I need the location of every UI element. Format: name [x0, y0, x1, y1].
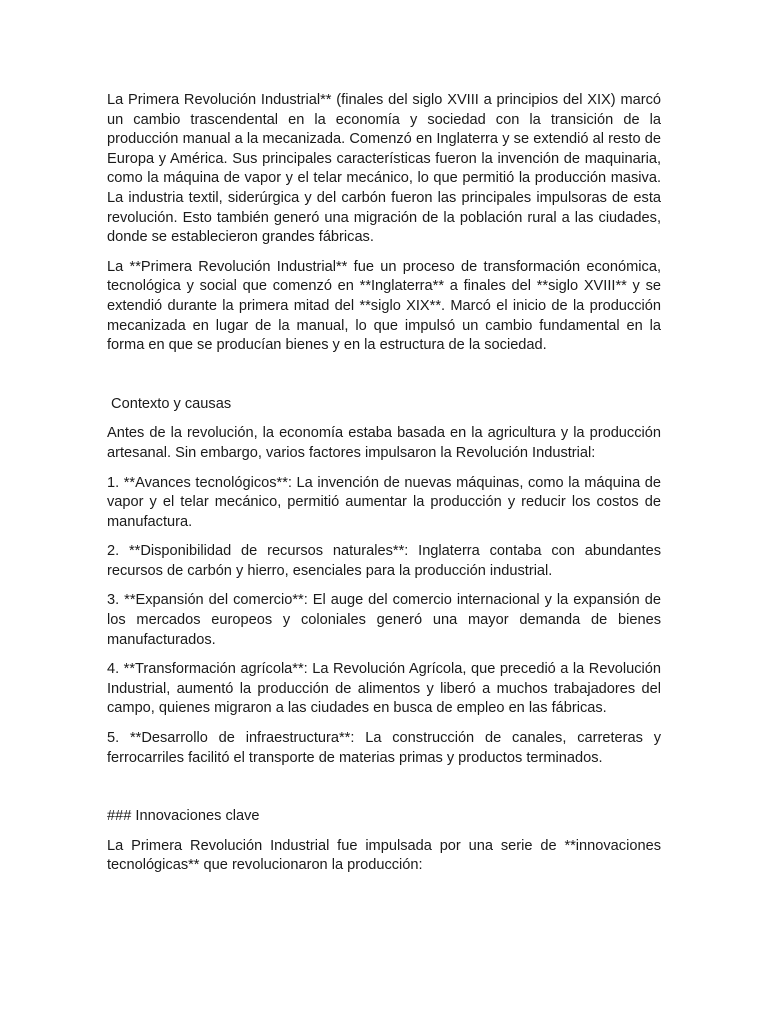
section-spacer [107, 366, 661, 395]
context-list-item-1: 1. **Avances tecnológicos**: La invención de nuevas máquinas, como la máquina de vapor y el telar mecánico, permitió aumentar la producción y reducir los costos de manufactura. [107, 474, 661, 530]
section-heading-context: Contexto y causas [107, 395, 232, 412]
context-list-item-4: 4. **Transformación agrícola**: La Revolución Agrícola, que precedió a la Revolución Industrial, aumentó la producción de alimentos y liberó a muchos trabajadores del campo, quienes migraron a las ciudades en busca de empleo en las fábricas. [107, 661, 661, 717]
intro-paragraph-2: La **Primera Revolución Industrial** fue un proceso de transformación económica, tecnológica y social que comenzó en **Inglaterra** a finales del **siglo XVIII** y se extendió durante la primera mitad del **siglo XIX**. Marcó el inicio de la producción mecanizada en lugar de la manual, lo que impulsó un cambio fundamental en la forma en que se producían bienes y en la estructura de la sociedad. [107, 258, 661, 354]
document-page [107, 91, 661, 886]
context-list-item-2: 2. **Disponibilidad de recursos naturales**: Inglaterra contaba con abundantes recursos de carbón y hierro, esenciales para la producción industrial. [107, 543, 661, 579]
context-list-item-3: 3. **Expansión del comercio**: El auge del comercio internacional y la expansión de los mercados europeos y coloniales generó una mayor demanda de bienes manufacturados. [107, 592, 661, 648]
innovations-intro-paragraph: La Primera Revolución Industrial fue impulsada por una serie de **innovaciones tecnológicas** que revolucionaron la producción: [107, 837, 661, 874]
section-spacer [107, 778, 661, 807]
section-heading-innovations: ### Innovaciones clave [107, 808, 260, 825]
context-intro-paragraph: Antes de la revolución, la economía estaba basada en la agricultura y la producción artesanal. Sin embargo, varios factores impulsaron la Revolución Industrial: [107, 425, 661, 461]
intro-paragraph-1: La Primera Revolución Industrial** (finales del siglo XVIII a principios del XIX) marcó un cambio trascendental en la economía y sociedad con la transición de la producción manual a la mecanizada. Comenzó en Inglaterra y se extendió al resto de Europa y América. Sus principales características fueron la invención de maquinaria, como la máquina de vapor y el telar mecánico, lo que permitió la producción masiva. La industria textil, siderúrgica y del carbón fueron las principales impulsoras de esta revolución. Esto también generó una migración de la población rural a las ciudades, donde se establecieron grandes fábricas. [107, 92, 661, 246]
context-list-item-5: 5. **Desarrollo de infraestructura**: La construcción de canales, carreteras y ferrocarriles facilitó el transporte de materias primas y productos terminados. [107, 730, 661, 766]
